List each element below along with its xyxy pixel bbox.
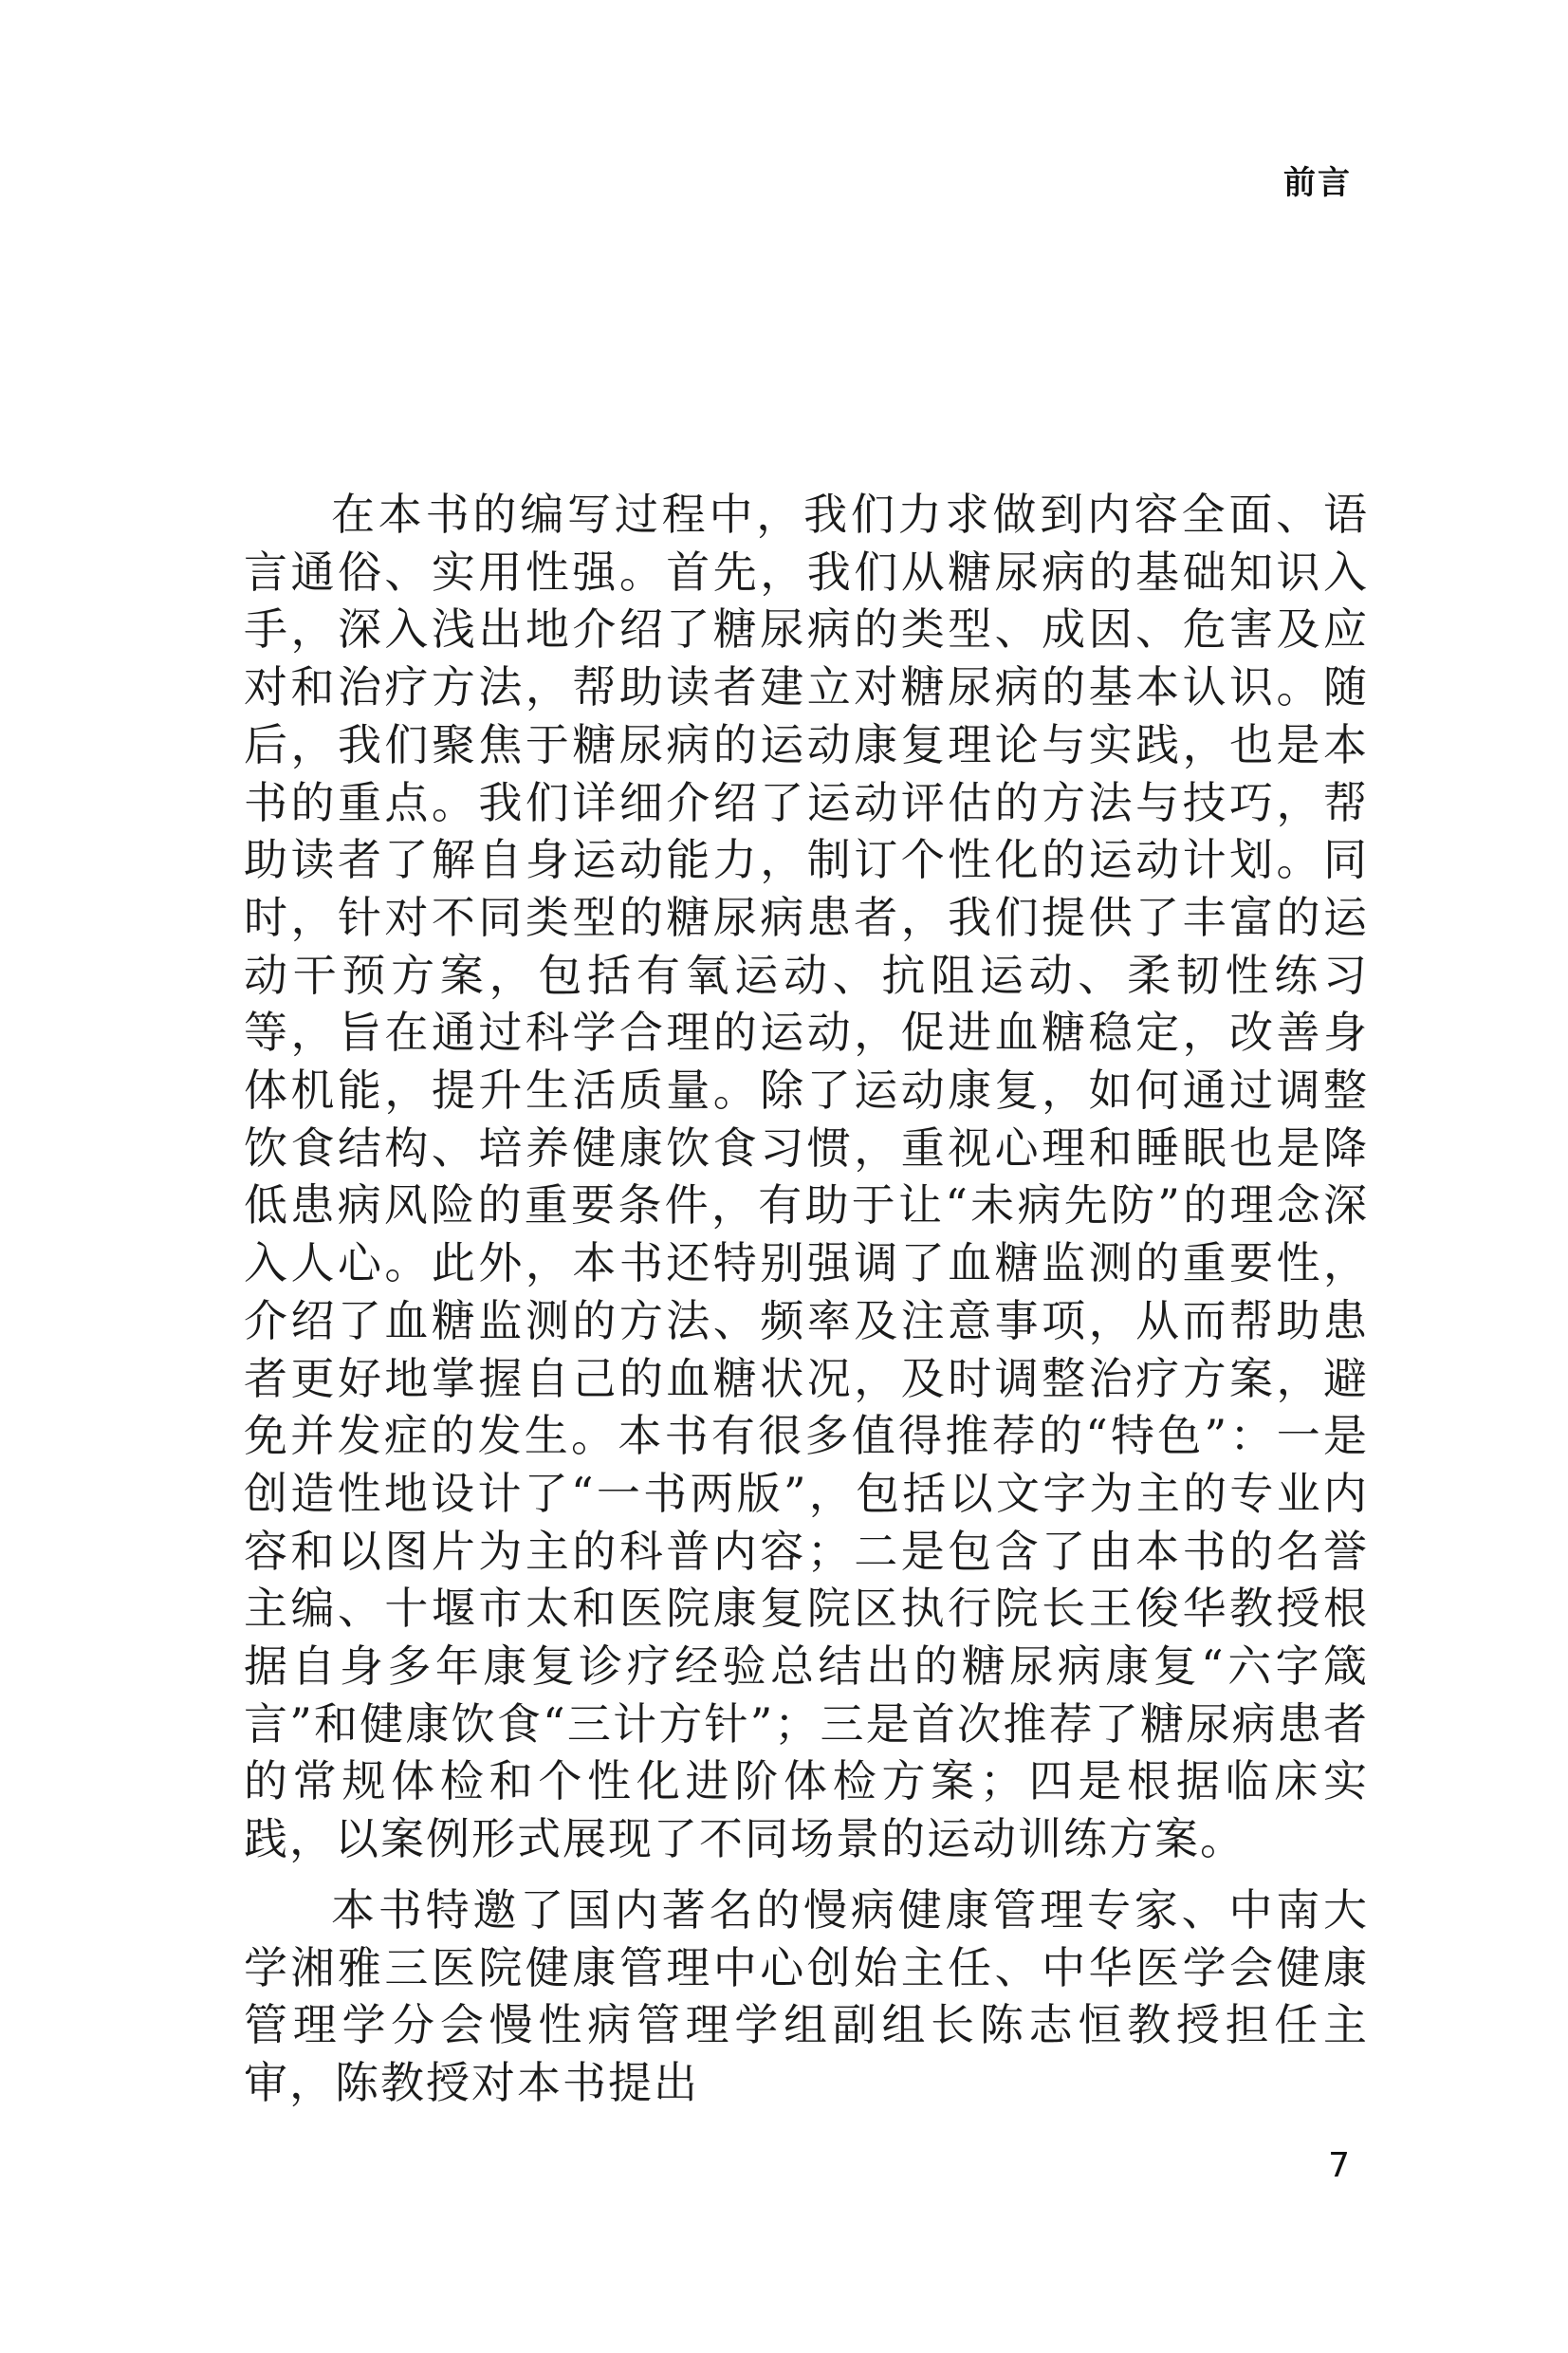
paragraph: 在本书的编写过程中，我们力求做到内容全面、语言通俗、实用性强。首先，我们从糖尿病的基础知识入手，深入浅出地介绍了糖尿病的类型、成因、危害及应对和治疗方法，帮助读者建立对糖尿病的基本认识。随后，我们聚焦于糖尿病的运动康复理论与实践，也是本书的重点。我们详细介绍了运动评估的方法与技巧，帮助读者了解自身运动能力，制订个性化的运动计划。同时，针对不同类型的糖尿病患者，我们提供了丰富的运动干预方案，包括有氧运动、抗阻运动、柔韧性练习等，旨在通过科学合理的运动，促进血糖稳定，改善身体机能，提升生活质量。除了运动康复，如何通过调整饮食结构、培养健康饮食习惯，重视心理和睡眠也是降低患病风险的重要条件，有助于让“未病先防”的理念深入人心。此外，本书还特别强调了血糖监测的重要性，介绍了血糖监测的方法、频率及注意事项，从而帮助患者更好地掌握自己的血糖状况，及时调整治疗方案，避免并发症的发生。本书有很多值得推荐的“特色”：一是创造性地设计了“一书两版”，包括以文字为主的专业内容和以图片为主的科普内容；二是包含了由本书的名誉主编、十堰市太和医院康复院区执行院长王俊华教授根据自身多年康复诊疗经验总结出的糖尿病康复“六字箴言”和健康饮食“三计方针”；三是首次推荐了糖尿病患者的常规体检和个性化进阶体检方案；四是根据临床实践，以案例形式展现了不同场景的运动训练方案。 <box>244 489 1369 1865</box>
body-text <box>244 486 1369 2112</box>
page-number: 7 <box>1328 2146 1350 2185</box>
running-head-section-title: 前言 <box>1283 164 1352 202</box>
paragraph: 本书特邀了国内著名的慢病健康管理专家、中南大学湘雅三医院健康管理中心创始主任、中华医学会健康管理学分会慢性病管理学组副组长陈志恒教授担任主审，陈教授对本书提出 <box>244 1883 1369 2108</box>
